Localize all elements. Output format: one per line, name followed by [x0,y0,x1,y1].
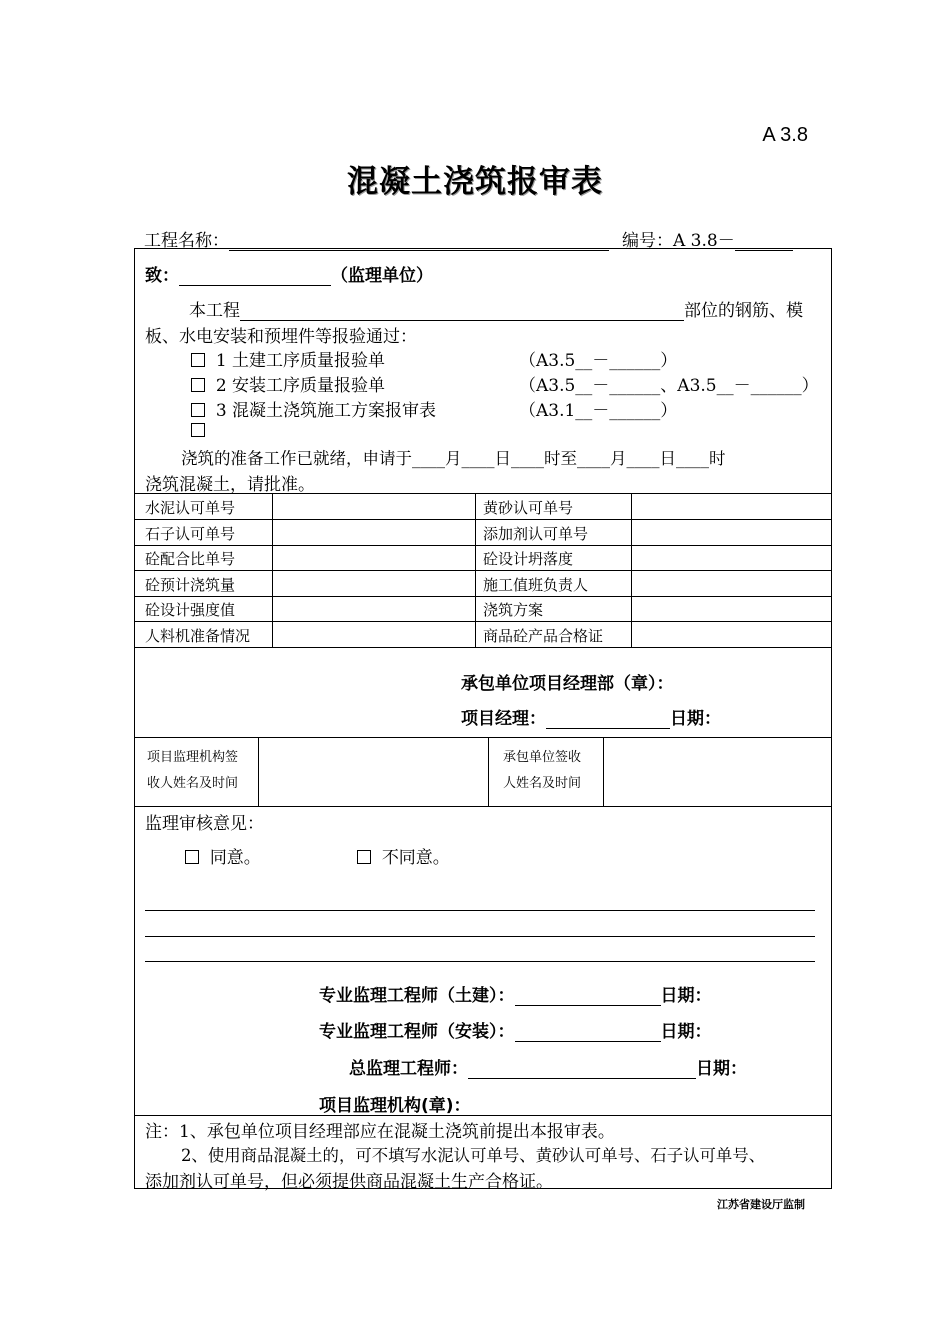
apply-line2: 浇筑混凝土，请批准。 [145,475,315,495]
contractor-manager-line [461,704,721,729]
note-line-1: 注：1、承包单位项目经理部应在混凝土浇筑前提出本报审表。 [145,1122,615,1142]
material-label: 砼配合比单号 [145,550,236,568]
manager-label: 项目经理： [461,709,546,729]
receipt-right-line1: 承包单位签收 [503,750,582,765]
material-label: 浇筑方案 [483,601,544,619]
to-line [145,261,433,286]
agency-label: 项目监理机构(章)： [319,1096,471,1116]
civil-engineer-label: 专业监理工程师（土建）： [319,986,515,1006]
project-name-label: 工程名称： [144,231,229,251]
opinion-line[interactable] [145,910,815,911]
material-label: 水泥认可单号 [145,499,236,517]
install-engineer-label: 专业监理工程师（安装）： [319,1022,515,1042]
check-item-ref: （A3.5__－______、A3.5__－______） [519,376,819,396]
disagree-text: 不同意。 [381,848,450,868]
to-label: 致： [145,266,179,286]
material-label: 商品砼产品合格证 [483,627,604,645]
chief-engineer-label: 总监理工程师： [349,1059,468,1079]
date-label: 日期： [660,1022,712,1042]
opinion-line[interactable] [145,936,815,937]
form-code: A 3.8 [762,124,808,146]
agree-text: 同意。 [209,848,261,868]
date-label: 日期： [670,709,721,729]
note-line-2: 2、使用商品混凝土的，可不填写水泥认可单号、黄砂认可单号、石子认可单号、 [181,1146,766,1165]
check-item-text: 2 安装工序质量报验单 [215,376,386,396]
agency-input[interactable] [471,1095,809,1116]
material-label: 砼设计坍落度 [483,550,574,568]
checkbox-3[interactable] [191,403,205,417]
opinion-line[interactable] [145,961,815,962]
to-suffix: （监理单位） [331,266,433,286]
material-label: 砼预计浇筑量 [145,576,236,594]
material-label: 砼设计强度值 [145,601,236,619]
civil-engineer-input[interactable] [515,985,661,1006]
agree-checkbox[interactable] [185,850,199,864]
location-input[interactable] [240,300,684,321]
receipt-left-line1: 项目监理机构签 [147,750,239,765]
form-number-label: 编号：A 3.8－ [622,231,735,251]
apply-text: 浇筑的准备工作已就绪，申请于____月____日____时至____月____日____时 [181,449,726,468]
material-label: 黄砂认可单号 [483,499,574,517]
check-item-3[interactable] [191,396,436,421]
check-item-ref: （A3.1__－______） [519,401,678,421]
material-label: 添加剂认可单号 [483,525,589,543]
receipt-left-line2: 收人姓名及时间 [147,776,239,791]
supervisor-unit-input[interactable] [179,265,331,286]
install-engineer-line [319,1017,712,1042]
agree-option[interactable] [185,843,261,868]
form-table [134,248,832,1192]
disagree-option[interactable] [357,843,450,868]
checkbox-1[interactable] [191,353,205,367]
receipt-left-label [147,745,238,797]
check-item-text: 3 混凝土浇筑施工方案报审表 [215,401,437,421]
material-label: 施工值班负责人 [483,576,589,594]
intro-line [189,296,803,321]
chief-engineer-input[interactable] [468,1058,696,1079]
page-title: 混凝土浇筑报审表 [347,164,603,200]
contractor-dept-label: 承包单位项目经理部（章）： [461,674,674,694]
intro-prefix: 本工程 [189,301,240,321]
disagree-checkbox[interactable] [357,850,371,864]
check-item-2[interactable] [191,371,385,396]
install-engineer-input[interactable] [515,1021,661,1042]
intro-line2: 板、水电安装和预埋件等报验通过： [145,327,417,347]
receipt-right-line2: 人姓名及时间 [503,776,582,791]
check-item-ref: （A3.5__－______） [519,351,678,371]
agency-line [319,1091,809,1116]
civil-engineer-line [319,981,712,1006]
check-item-text: 1 土建工序质量报验单 [215,351,386,371]
date-label: 日期： [660,986,712,1006]
checkbox-2[interactable] [191,378,205,392]
check-item-1[interactable] [191,346,385,371]
checkbox-4[interactable] [191,423,205,437]
review-label: 监理审核意见： [145,814,264,834]
issuer-footer: 江苏省建设厅监制 [717,1198,805,1211]
check-item-4[interactable] [191,421,205,441]
intro-suffix: 部位的钢筋、模 [684,301,803,321]
chief-engineer-line [349,1054,747,1079]
material-label: 石子认可单号 [145,525,236,543]
receipt-right-label [503,745,581,797]
material-label: 人料机准备情况 [145,627,251,645]
note-line-3: 添加剂认可单号，但必须提供商品混凝土生产合格证。 [145,1172,553,1192]
manager-input[interactable] [546,708,670,729]
date-label: 日期： [696,1059,747,1079]
